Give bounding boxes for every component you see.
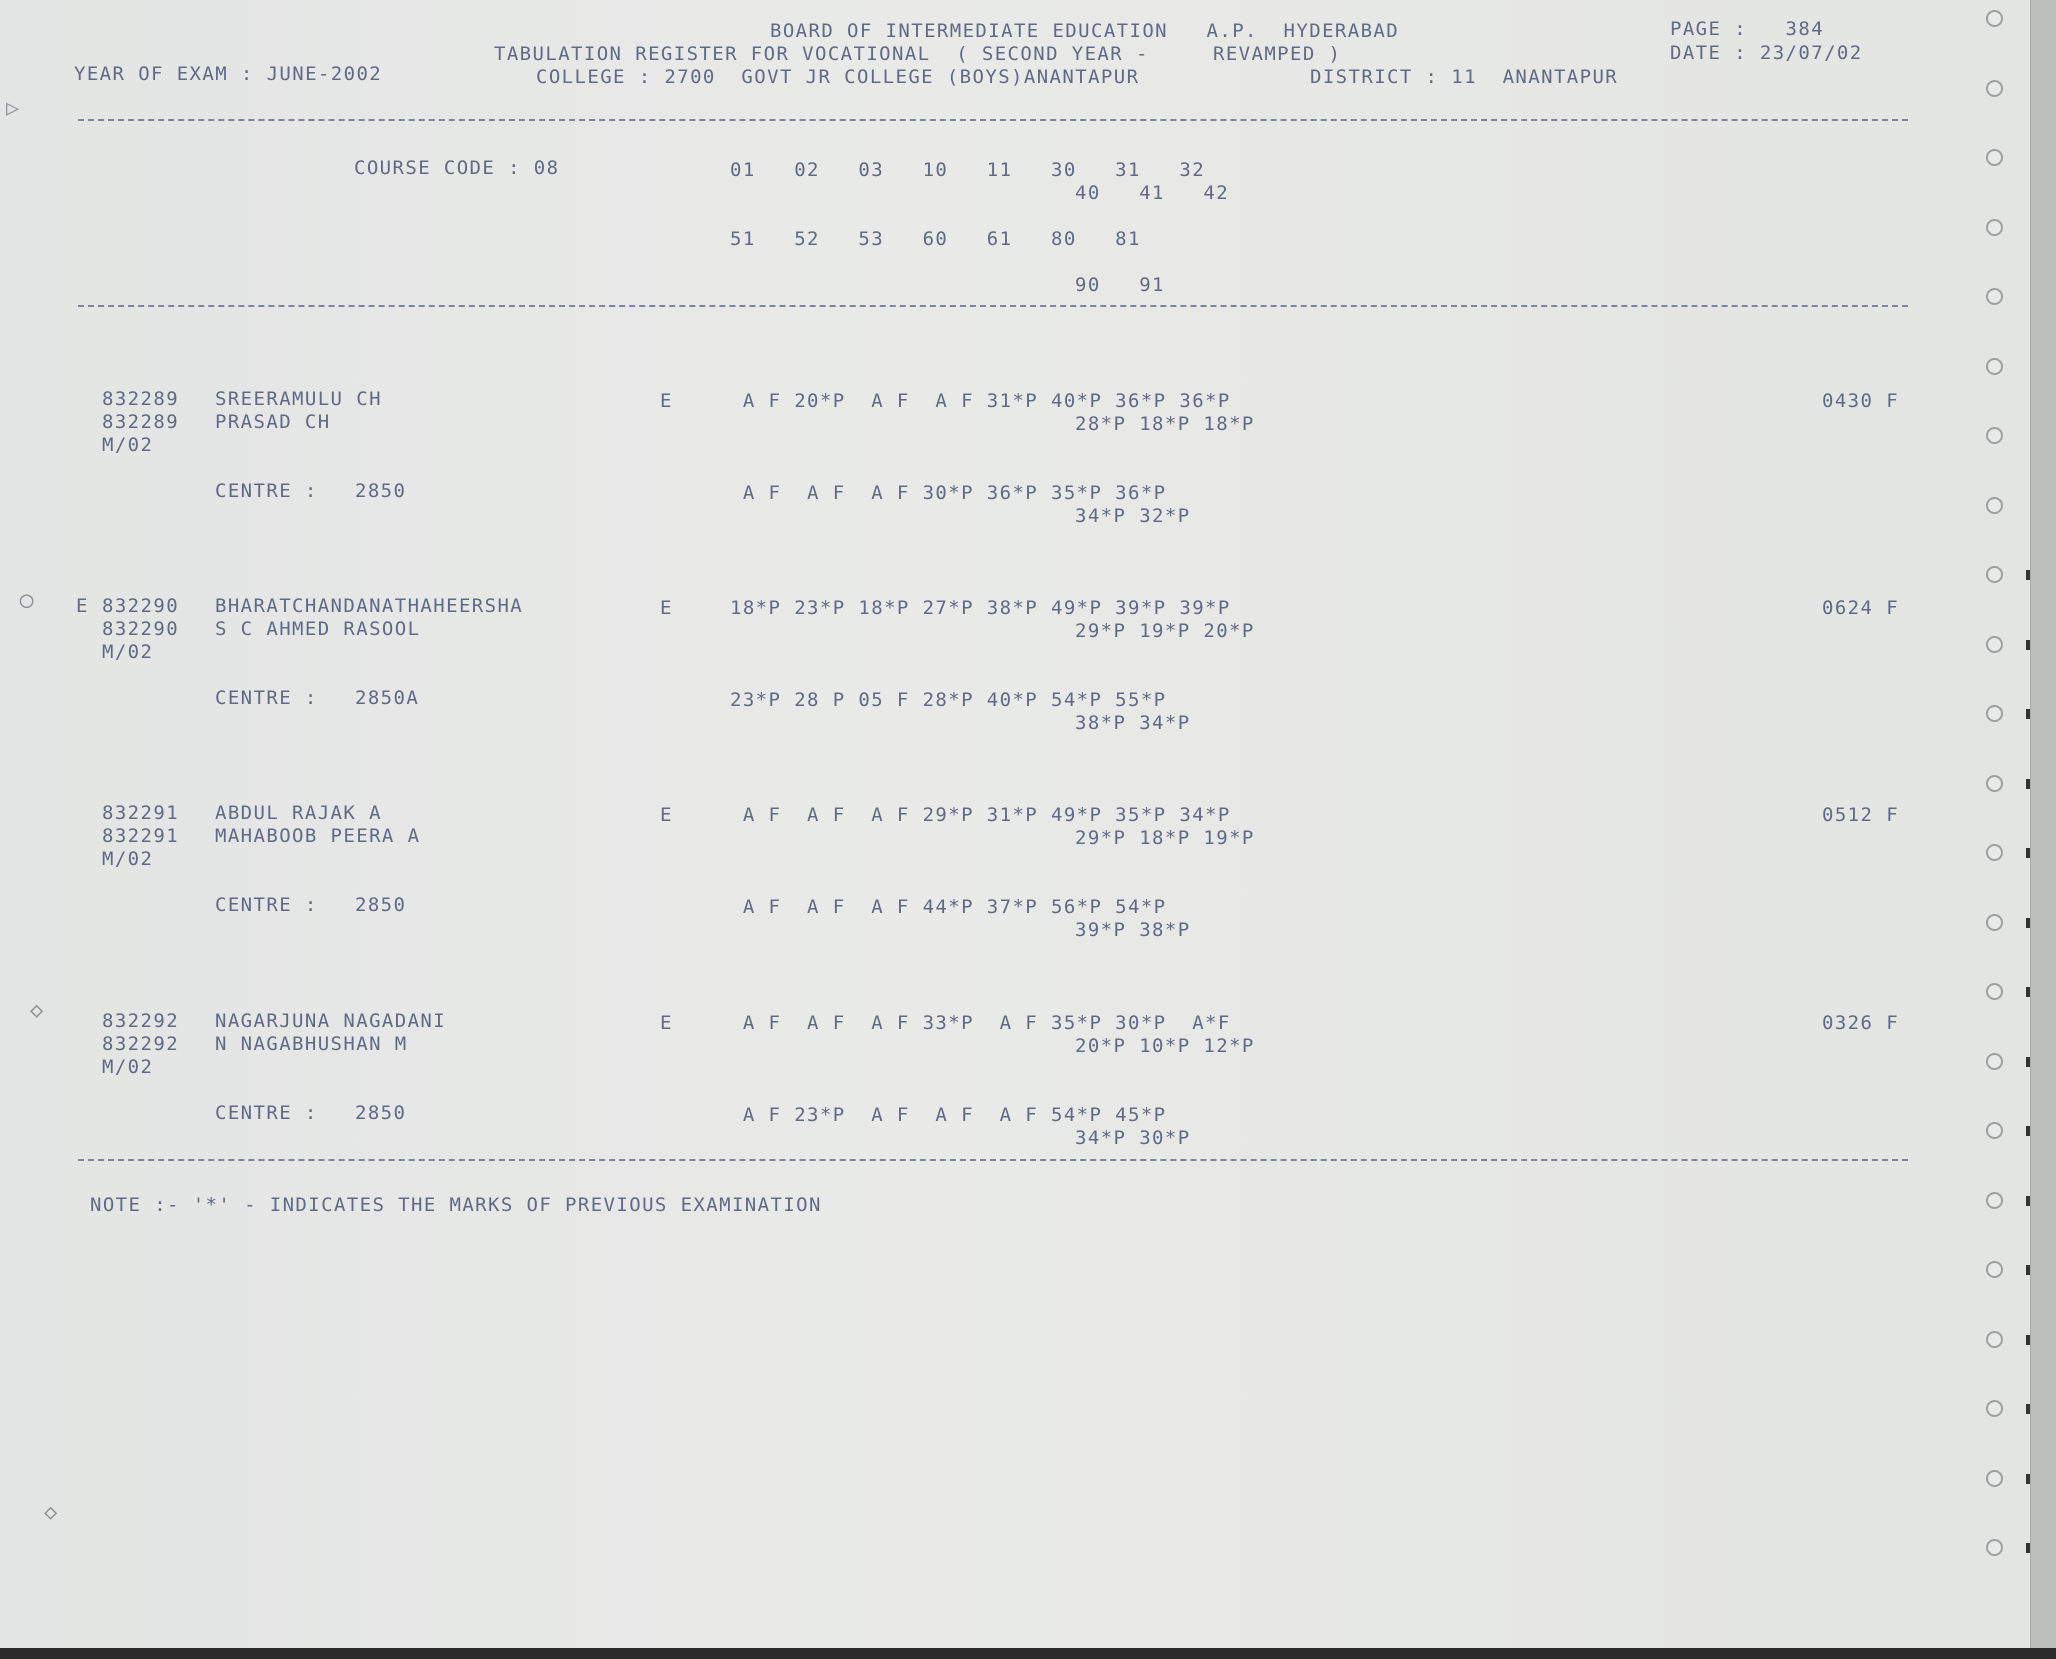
centre-label: CENTRE : [215, 1102, 318, 1124]
father-name: N NAGABHUSHAN M [215, 1033, 408, 1055]
marks-row-cont: 39*P 38*P [1075, 919, 1191, 941]
exam-type: E [660, 804, 673, 826]
roll-number: 832291 [102, 802, 180, 824]
exam-type: E [660, 390, 673, 412]
marks-row: 18*P 23*P 18*P 27*P 38*P 49*P 39*P 39*P [730, 597, 1231, 619]
divider [78, 119, 1908, 121]
centre-code: 2850 [355, 480, 407, 502]
medium-code: M/02 [102, 848, 154, 870]
father-name: PRASAD CH [215, 411, 331, 433]
feed-hole-icon [1986, 358, 2003, 375]
subject-codes-row2: 51 52 53 60 61 80 81 [730, 228, 1141, 250]
marks-row: A F 23*P A F A F A F 54*P 45*P [730, 1104, 1167, 1126]
roll-number: 832292 [102, 1010, 180, 1032]
feed-hole-icon [1986, 80, 2003, 97]
roll-number: 832290 [102, 595, 180, 617]
college-line: COLLEGE : 2700 GOVT JR COLLEGE (BOYS)ANANTAPUR [536, 66, 1140, 88]
feed-hole-icon [1986, 775, 2003, 792]
exam-type: E [660, 597, 673, 619]
marks-row: A F A F A F 33*P A F 35*P 30*P A*F [730, 1012, 1231, 1034]
roll-number: 832289 [102, 388, 180, 410]
exam-type: E [660, 1012, 673, 1034]
subject-codes-row1: 01 02 03 10 11 30 31 32 [730, 159, 1206, 181]
register-title: TABULATION REGISTER FOR VOCATIONAL ( SECOND YEAR - REVAMPED ) [494, 43, 1342, 65]
total-result: 0430 F [1822, 390, 1900, 412]
bottom-shadow [0, 1648, 2056, 1659]
divider [78, 305, 1908, 307]
record-flag: E [76, 595, 89, 617]
roll-number: 832291 [102, 825, 180, 847]
marks-row: A F A F A F 29*P 31*P 49*P 35*P 34*P [730, 804, 1231, 826]
feed-hole-icon [1986, 149, 2003, 166]
feed-hole-icon [1986, 705, 2003, 722]
centre-code: 2850 [355, 1102, 407, 1124]
total-result: 0512 F [1822, 804, 1900, 826]
medium-code: M/02 [102, 641, 154, 663]
feed-hole-icon [1986, 427, 2003, 444]
feed-hole-icon [1986, 288, 2003, 305]
student-name: ABDUL RAJAK A [215, 802, 382, 824]
margin-mark-icon: ◇ [44, 1500, 58, 1525]
centre-label: CENTRE : [215, 687, 318, 709]
marks-row-cont: 34*P 32*P [1075, 505, 1191, 527]
feed-hole-icon [1986, 1261, 2003, 1278]
feed-hole-icon [1986, 1053, 2003, 1070]
total-result: 0624 F [1822, 597, 1900, 619]
marks-row-cont: 20*P 10*P 12*P [1075, 1035, 1255, 1057]
feed-hole-icon [1986, 1122, 2003, 1139]
subject-codes-row1b: 40 41 42 [1075, 182, 1230, 204]
centre-label: CENTRE : [215, 480, 318, 502]
margin-mark-icon: ◯ [20, 588, 34, 613]
subject-codes-row3: 90 91 [1075, 274, 1165, 296]
feed-hole-icon [1986, 1192, 2003, 1209]
marks-row-cont: 29*P 18*P 19*P [1075, 827, 1255, 849]
marks-row: A F A F A F 30*P 36*P 35*P 36*P [730, 482, 1167, 504]
feed-hole-icon [1986, 566, 2003, 583]
student-name: BHARATCHANDANATHAHEERSHA [215, 595, 524, 617]
margin-mark-icon: ◇ [30, 998, 44, 1023]
roll-number: 832290 [102, 618, 180, 640]
feed-hole-icon [1986, 219, 2003, 236]
roll-number: 832292 [102, 1033, 180, 1055]
total-result: 0326 F [1822, 1012, 1900, 1034]
feed-hole-icon [1986, 1470, 2003, 1487]
feed-hole-icon [1986, 844, 2003, 861]
marks-row: 23*P 28 P 05 F 28*P 40*P 54*P 55*P [730, 689, 1167, 711]
marks-row-cont: 29*P 19*P 20*P [1075, 620, 1255, 642]
feed-hole-icon [1986, 914, 2003, 931]
feed-hole-icon [1986, 10, 2003, 27]
feed-hole-icon [1986, 983, 2003, 1000]
margin-mark-icon: ▷ [6, 96, 20, 121]
marks-row-cont: 28*P 18*P 18*P [1075, 413, 1255, 435]
student-name: NAGARJUNA NAGADANI [215, 1010, 447, 1032]
marks-row-cont: 34*P 30*P [1075, 1127, 1191, 1149]
print-date: DATE : 23/07/02 [1670, 42, 1863, 64]
medium-code: M/02 [102, 1056, 154, 1078]
footnote: NOTE :- '*' - INDICATES THE MARKS OF PREVIOUS EXAMINATION [90, 1194, 822, 1216]
year-of-exam: YEAR OF EXAM : JUNE-2002 [74, 63, 383, 85]
marks-row-cont: 38*P 34*P [1075, 712, 1191, 734]
student-name: SREERAMULU CH [215, 388, 382, 410]
father-name: S C AHMED RASOOL [215, 618, 421, 640]
board-title: BOARD OF INTERMEDIATE EDUCATION A.P. HYDERABAD [770, 20, 1400, 42]
centre-code: 2850A [355, 687, 420, 709]
feed-hole-icon [1986, 497, 2003, 514]
page-number: PAGE : 384 [1670, 18, 1825, 40]
feed-hole-icon [1986, 1400, 2003, 1417]
medium-code: M/02 [102, 434, 154, 456]
roll-number: 832289 [102, 411, 180, 433]
feed-hole-icon [1986, 1539, 2003, 1556]
centre-label: CENTRE : [215, 894, 318, 916]
feed-hole-icon [1986, 636, 2003, 653]
feed-hole-icon [1986, 1331, 2003, 1348]
marks-row: A F 20*P A F A F 31*P 40*P 36*P 36*P [730, 390, 1231, 412]
divider [78, 1159, 1908, 1161]
course-code-label: COURSE CODE : 08 [354, 157, 560, 179]
marks-row: A F A F A F 44*P 37*P 56*P 54*P [730, 896, 1167, 918]
paper-edge [2030, 0, 2056, 1648]
father-name: MAHABOOB PEERA A [215, 825, 421, 847]
centre-code: 2850 [355, 894, 407, 916]
district-line: DISTRICT : 11 ANANTAPUR [1310, 66, 1619, 88]
